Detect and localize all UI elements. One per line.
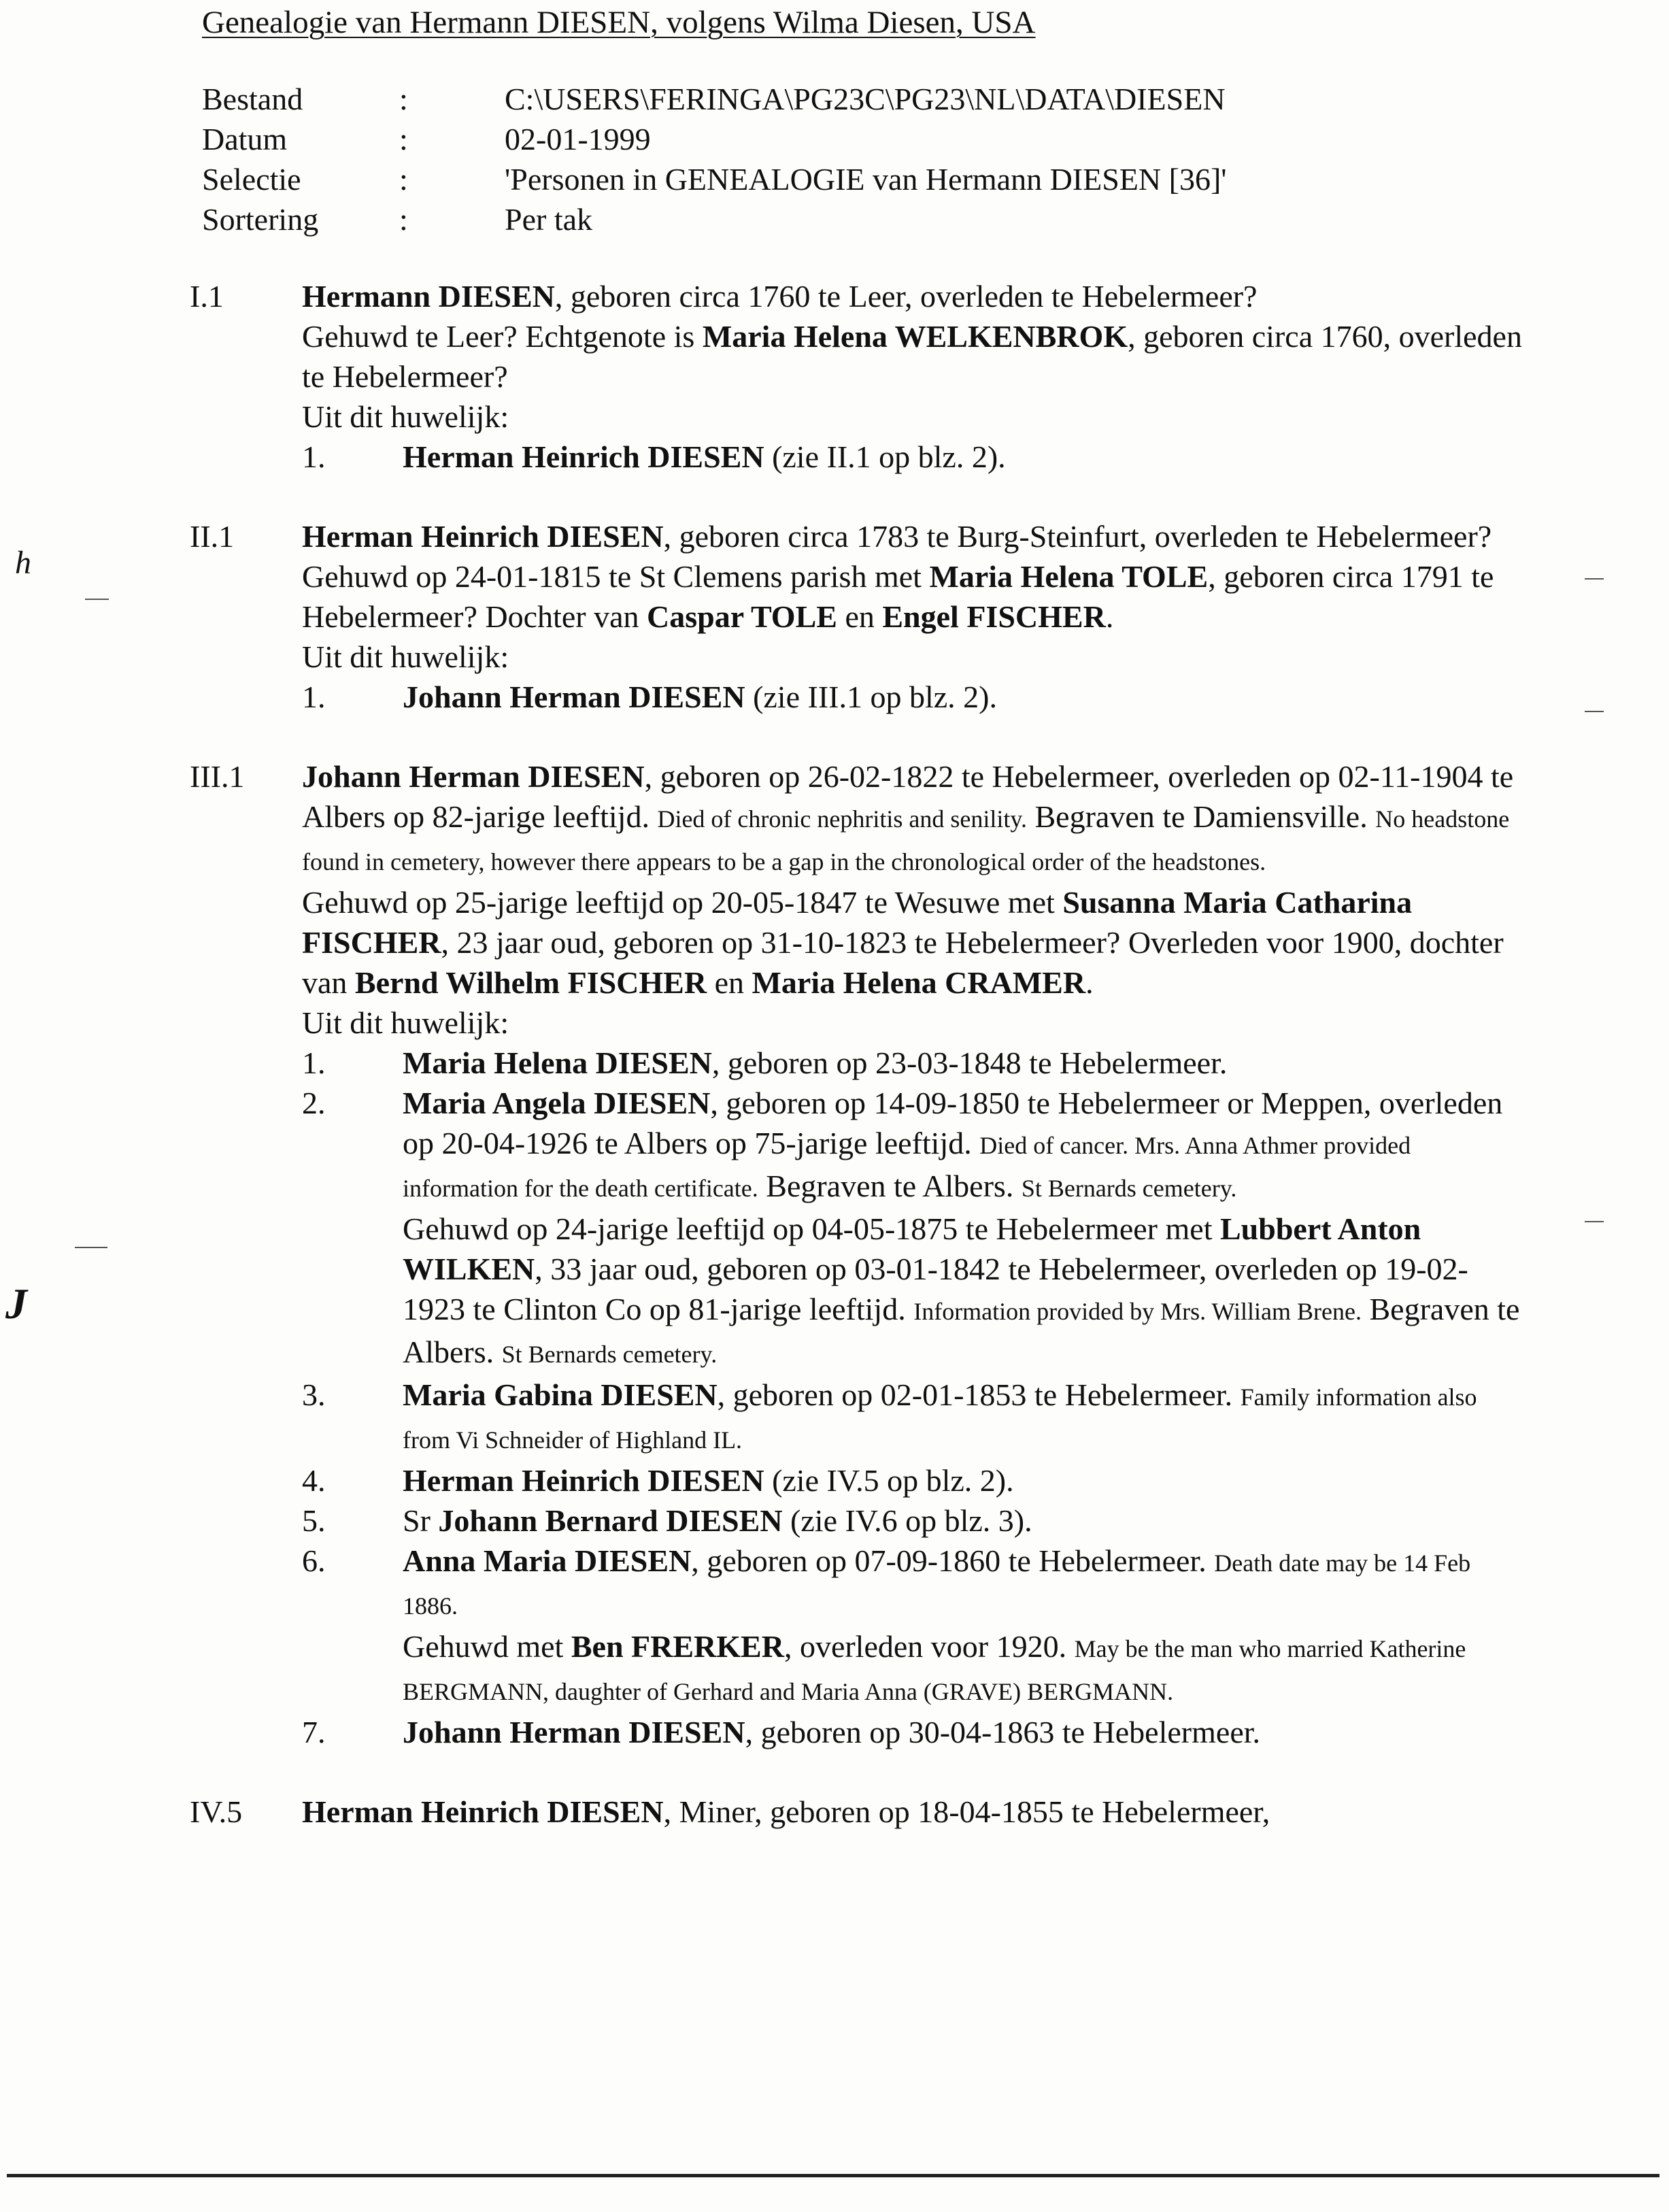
genealogy-entry xyxy=(190,756,1523,1752)
child-record xyxy=(403,1209,1523,1375)
page-title: Genealogie van Hermann DIESEN, volgens Wilma Diesen, USA xyxy=(202,5,1036,40)
person-name: Maria Helena TOLE xyxy=(929,559,1209,594)
child-record xyxy=(403,1712,1523,1752)
note-text: St Bernards cemetery. xyxy=(501,1341,718,1368)
person-name: Herman Heinrich DIESEN xyxy=(403,439,764,474)
person-name: Herman Heinrich DIESEN xyxy=(302,519,664,554)
meta-row xyxy=(202,159,1227,199)
child-record xyxy=(403,677,1523,717)
person-name: Maria Helena CRAMER xyxy=(752,965,1086,1000)
record-text: Uit dit huwelijk: xyxy=(302,639,509,674)
person-name: Johann Herman DIESEN xyxy=(403,1715,745,1749)
record-text: en xyxy=(707,965,752,1000)
person-name: Herman Heinrich DIESEN xyxy=(302,1794,664,1829)
note-text: May be the man who married Katherine BERGMANN, daughter of Gerhard and Maria Anna (GRAVE) BERGMANN. xyxy=(403,1635,1466,1705)
marriage-record xyxy=(302,397,1523,437)
record-text: Gehuwd op 24-jarige leeftijd op 04-05-1875 te Hebelermeer met xyxy=(403,1211,1220,1246)
record-text: . xyxy=(1105,599,1114,634)
margin-tick xyxy=(75,1247,107,1248)
child-item xyxy=(302,677,1523,717)
record-text: Gehuwd te Leer? Echtgenote is xyxy=(302,319,703,354)
record-text: , geboren circa 1783 te Burg-Steinfurt, overleden te Hebelermeer? xyxy=(663,519,1492,554)
child-record xyxy=(403,1043,1523,1083)
person-name: Bernd Wilhelm FISCHER xyxy=(354,965,707,1000)
meta-colon: : xyxy=(399,162,408,197)
meta-value: Per tak xyxy=(505,202,593,237)
generation-number: II.1 xyxy=(190,519,235,554)
marriage-record xyxy=(302,316,1523,397)
record-text: Begraven te Albers. xyxy=(403,1292,1520,1369)
child-number: 6. xyxy=(302,1543,326,1578)
margin-tick xyxy=(85,599,109,600)
record-text: , geboren op 30-04-1863 te Hebelermeer. xyxy=(745,1715,1261,1749)
child-record xyxy=(403,1083,1523,1209)
child-record xyxy=(403,1460,1523,1501)
child-record xyxy=(403,1375,1523,1460)
child-item xyxy=(302,1043,1523,1083)
child-record xyxy=(403,1626,1523,1712)
margin-handwritten-mark-2: J xyxy=(5,1279,27,1328)
record-text: , geboren circa 1760 te Leer, overleden te Hebelermeer? xyxy=(554,279,1258,314)
child-item xyxy=(302,1375,1523,1460)
child-number: 1. xyxy=(302,680,326,714)
record-text: , geboren circa 1791 te Hebelermeer? Dochter van xyxy=(302,559,1494,634)
person-name: Engel FISCHER xyxy=(882,599,1106,634)
person-name: Hermann DIESEN xyxy=(302,279,555,314)
record-text: (zie IV.5 op blz. 2). xyxy=(764,1463,1014,1498)
note-text: Information provided by Mrs. William Brene. xyxy=(913,1298,1362,1325)
person-name: Johann Herman DIESEN xyxy=(403,680,745,714)
person-name: Anna Maria DIESEN xyxy=(403,1543,692,1578)
person-record xyxy=(302,516,1523,556)
margin-handwritten-mark: h xyxy=(15,545,31,581)
child-record xyxy=(403,1541,1523,1626)
record-text: , 33 jaar oud, geboren op 03-01-1842 te Hebelermeer, overleden op 19-02-1923 te Clinton Co op 81-jarige leeftijd. xyxy=(403,1252,1468,1326)
meta-key: Selectie xyxy=(202,162,301,197)
meta-colon: : xyxy=(399,202,408,237)
margin-tick xyxy=(1585,1221,1604,1222)
record-text: , 23 jaar oud, geboren op 31-10-1823 te Hebelermeer? Overleden voor 1900, dochter van xyxy=(302,925,1504,1000)
meta-colon: : xyxy=(399,82,408,116)
generation-number: IV.5 xyxy=(190,1794,243,1829)
note-text: Family information also from Vi Schneider of Highland IL. xyxy=(403,1384,1477,1454)
child-number: 1. xyxy=(302,439,326,474)
bottom-rule xyxy=(7,2174,1659,2177)
person-record xyxy=(302,276,1523,316)
record-text: Uit dit huwelijk: xyxy=(302,1005,509,1040)
person-name: Susanna Maria Catharina FISCHER xyxy=(302,885,1413,960)
meta-colon: : xyxy=(399,122,408,156)
meta-key: Bestand xyxy=(202,82,303,116)
person-name: Johann Bernard DIESEN xyxy=(438,1503,783,1538)
person-name: Maria Helena DIESEN xyxy=(403,1045,712,1080)
file-metadata xyxy=(202,79,1227,239)
person-name: Maria Gabina DIESEN xyxy=(403,1377,718,1412)
record-text: Begraven te Damiensville. xyxy=(1027,799,1376,834)
generation-number: III.1 xyxy=(190,759,245,794)
record-text: Sr xyxy=(403,1503,439,1538)
record-text: , Miner, geboren op 18-04-1855 te Hebelermeer, xyxy=(663,1794,1270,1829)
child-item xyxy=(302,437,1523,477)
person-name: Johann Herman DIESEN xyxy=(302,759,645,794)
genealogy-entry xyxy=(190,276,1523,477)
record-text: , geboren circa 1760, overleden te Hebelermeer? xyxy=(302,319,1522,394)
meta-key: Sortering xyxy=(202,202,319,237)
record-text: Gehuwd met xyxy=(403,1629,571,1664)
genealogy-entries xyxy=(190,276,1523,1871)
person-name: Herman Heinrich DIESEN xyxy=(403,1463,764,1498)
person-name: Maria Angela DIESEN xyxy=(403,1086,711,1120)
meta-row xyxy=(202,79,1227,119)
note-text: St Bernards cemetery. xyxy=(1021,1175,1237,1202)
person-record xyxy=(302,756,1523,882)
meta-row xyxy=(202,119,1227,159)
record-text: Gehuwd op 25-jarige leeftijd op 20-05-1847 te Wesuwe met xyxy=(302,885,1063,920)
child-item xyxy=(302,1712,1523,1752)
genealogy-entry xyxy=(190,1792,1523,1832)
record-text: (zie IV.6 op blz. 3). xyxy=(782,1503,1032,1538)
generation-number: I.1 xyxy=(190,279,224,314)
person-record xyxy=(302,1792,1523,1832)
child-record xyxy=(403,1501,1523,1541)
margin-tick xyxy=(1585,578,1604,580)
note-text: Died of cancer. Mrs. Anna Athmer provided information for the death certificate. xyxy=(403,1132,1411,1202)
record-text: , overleden voor 1920. xyxy=(783,1629,1075,1664)
record-text: en xyxy=(837,599,883,634)
record-text: (zie III.1 op blz. 2). xyxy=(745,680,997,714)
child-number: 1. xyxy=(302,1045,326,1080)
person-name: Ben FRERKER xyxy=(571,1629,784,1664)
record-text: , geboren op 26-02-1822 te Hebelermeer, overleden op 02-11-1904 te Albers op 82-jarige leeftijd. xyxy=(302,759,1514,834)
marriage-record xyxy=(302,637,1523,677)
record-text: , geboren op 02-01-1853 te Hebelermeer. xyxy=(717,1377,1241,1412)
child-number: 3. xyxy=(302,1377,326,1412)
meta-value: 'Personen in GENEALOGIE van Hermann DIESEN [36]' xyxy=(505,162,1227,197)
record-text: . xyxy=(1085,965,1094,1000)
record-text: Gehuwd op 24-01-1815 te St Clemens parish met xyxy=(302,559,930,594)
record-text: Uit dit huwelijk: xyxy=(302,399,509,434)
child-item xyxy=(302,1460,1523,1501)
margin-tick xyxy=(1585,711,1604,712)
child-number: 7. xyxy=(302,1715,326,1749)
person-name: Maria Helena WELKENBROK xyxy=(702,319,1128,354)
record-text: Begraven te Albers. xyxy=(758,1169,1022,1203)
note-text: Died of chronic nephritis and senility. xyxy=(657,805,1027,833)
marriage-record xyxy=(302,882,1523,1003)
meta-value: 02-01-1999 xyxy=(505,122,651,156)
child-item xyxy=(302,1083,1523,1375)
marriage-record xyxy=(302,1003,1523,1043)
note-text: Death date may be 14 Feb 1886. xyxy=(403,1549,1471,1620)
child-item xyxy=(302,1541,1523,1712)
genealogy-entry xyxy=(190,516,1523,717)
record-text: (zie II.1 op blz. 2). xyxy=(764,439,1006,474)
person-name: Caspar TOLE xyxy=(647,599,837,634)
meta-value: C:\USERS\FERINGA\PG23C\PG23\NL\DATA\DIESEN xyxy=(505,82,1226,116)
child-record xyxy=(403,437,1523,477)
child-number: 5. xyxy=(302,1503,326,1538)
record-text: , geboren op 14-09-1850 te Hebelermeer or Meppen, overleden op 20-04-1926 te Albers op 75-jarige leeftijd. xyxy=(403,1086,1503,1160)
child-number: 2. xyxy=(302,1086,326,1120)
child-number: 4. xyxy=(302,1463,326,1498)
record-text: , geboren op 07-09-1860 te Hebelermeer. xyxy=(691,1543,1215,1578)
person-name: Lubbert Anton WILKEN xyxy=(403,1211,1421,1286)
marriage-record xyxy=(302,556,1523,637)
record-text: , geboren op 23-03-1848 te Hebelermeer. xyxy=(711,1045,1228,1080)
note-text: No headstone found in cemetery, however there appears to be a gap in the chronological order of the headstones. xyxy=(302,805,1510,875)
meta-row xyxy=(202,199,1227,239)
meta-key: Datum xyxy=(202,122,288,156)
child-item xyxy=(302,1501,1523,1541)
